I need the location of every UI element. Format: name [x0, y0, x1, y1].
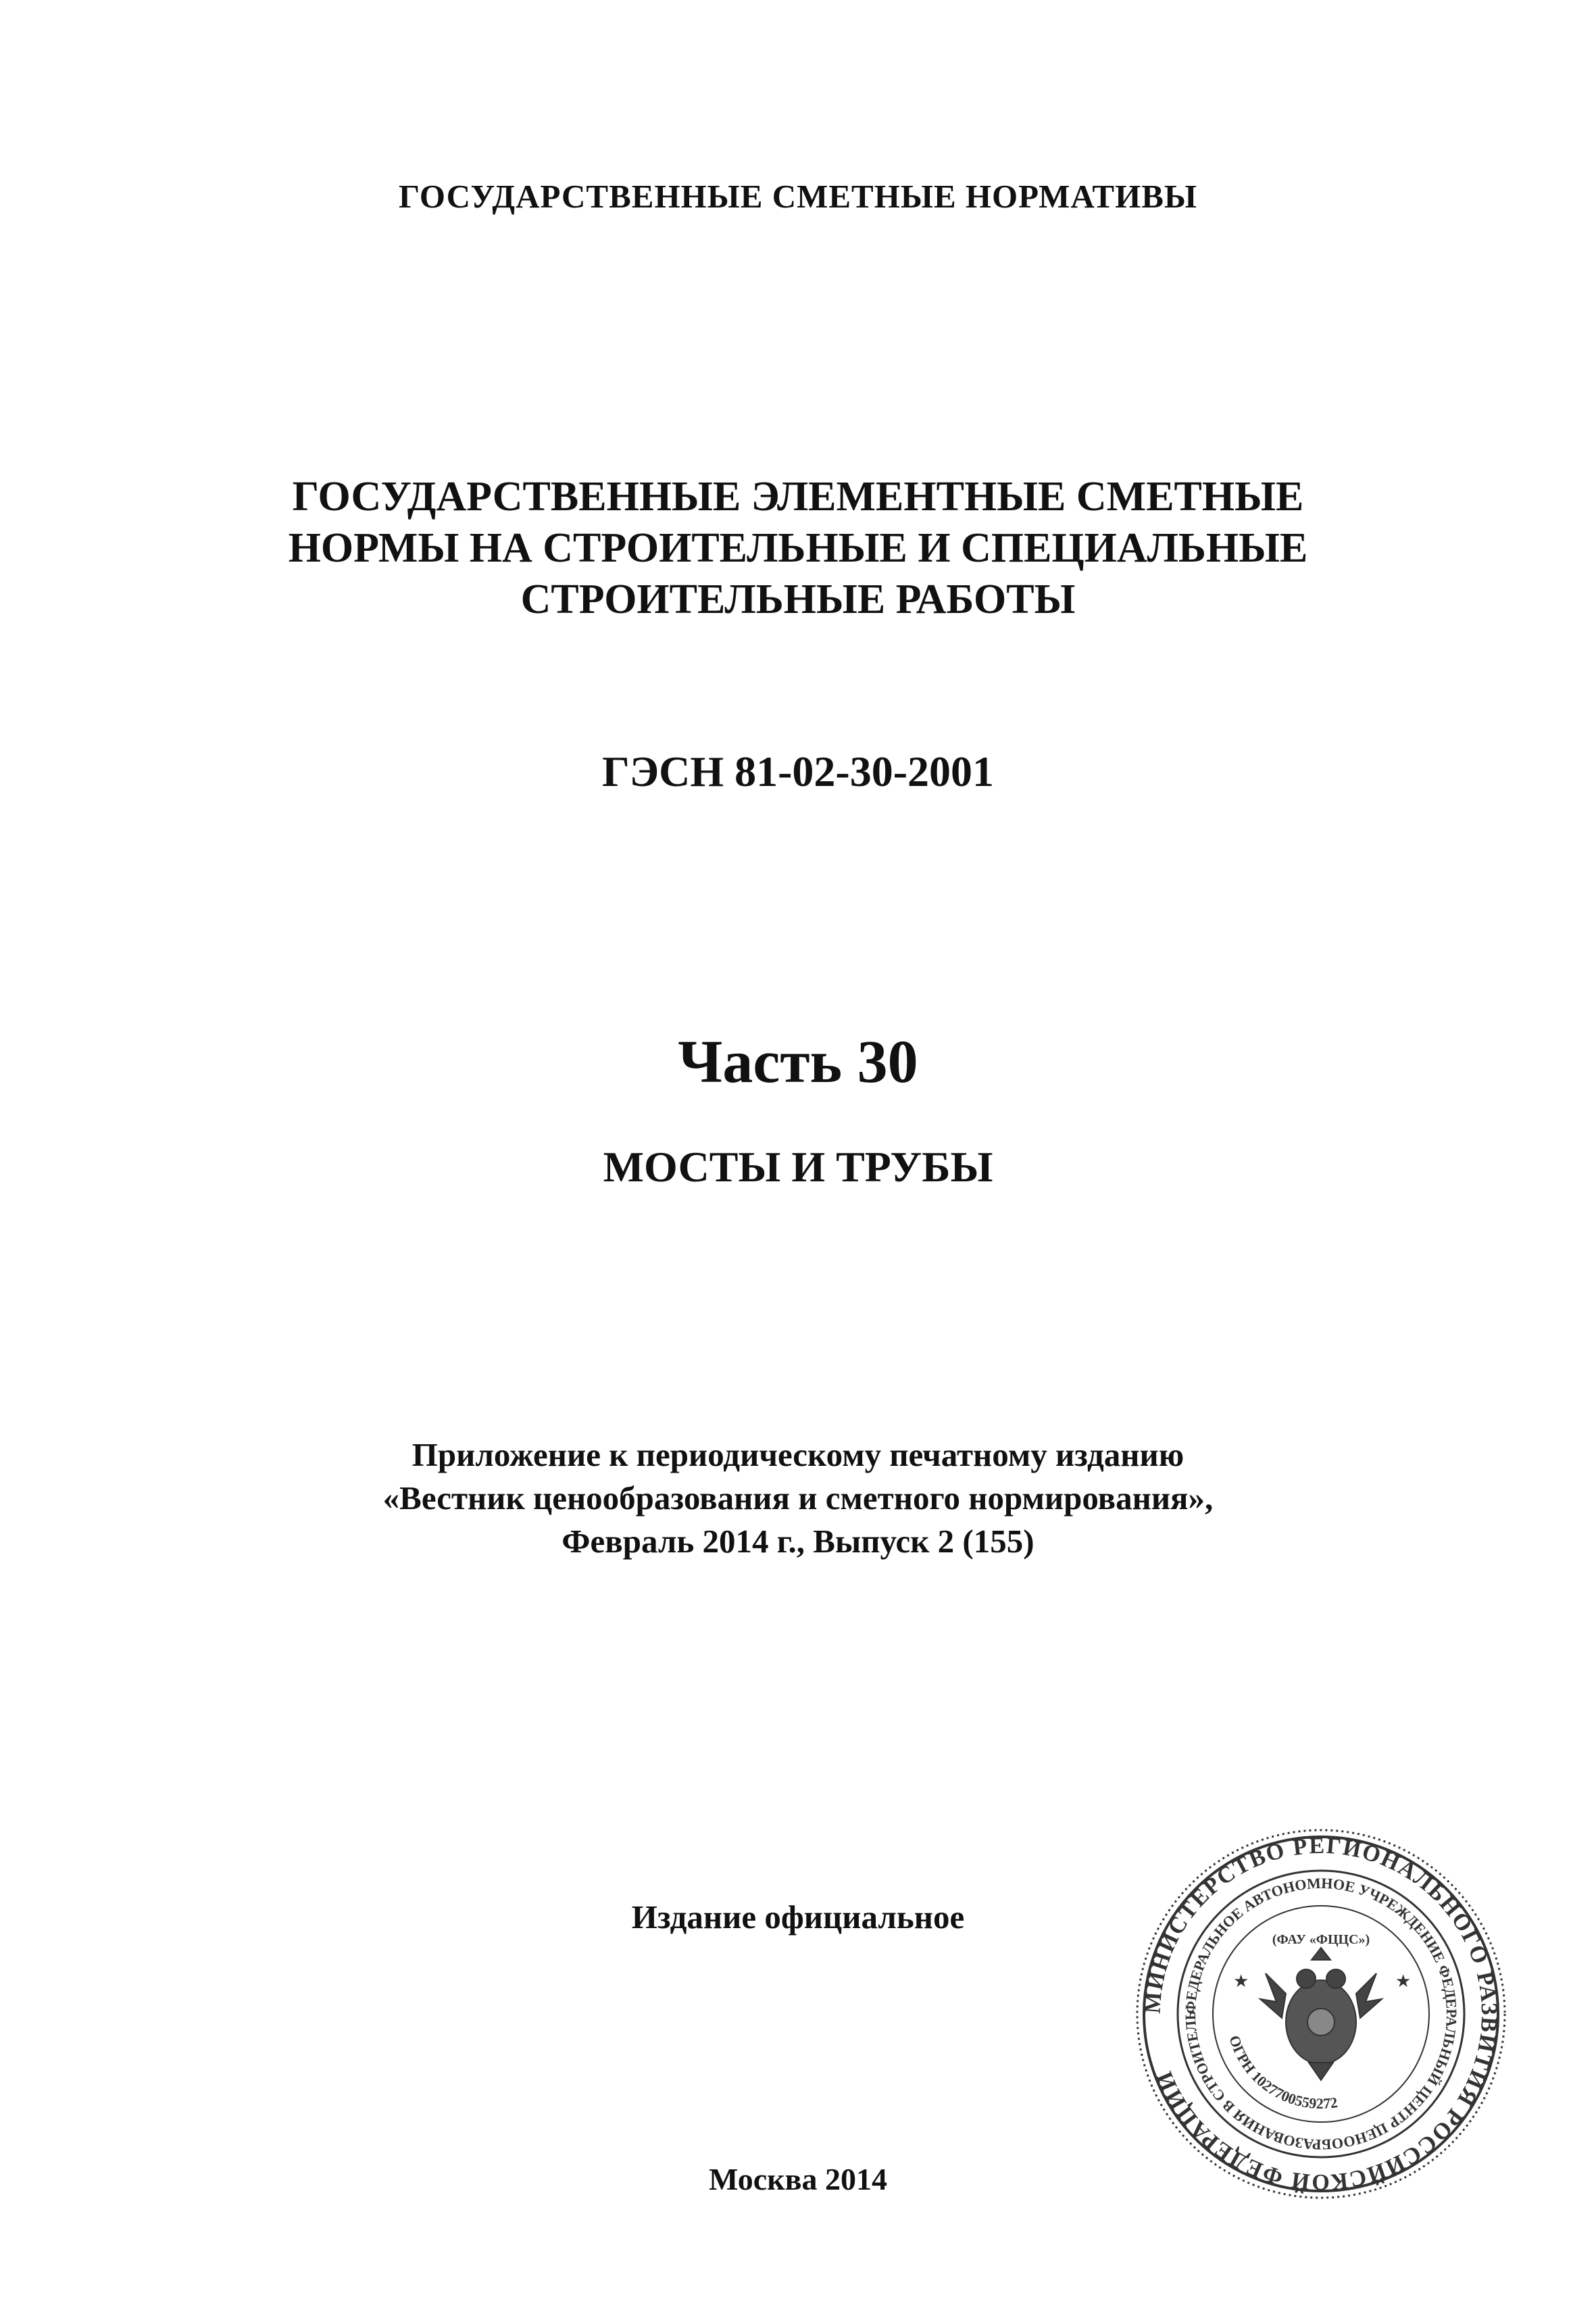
eagle-emblem-icon: [1260, 1948, 1382, 2080]
appendix-line-3: Февраль 2014 г., Выпуск 2 (155): [562, 1523, 1034, 1560]
svg-text:МИНИСТЕРСТВО РЕГИОНАЛЬНОГО РАЗ: МИНИСТЕРСТВО РЕГИОНАЛЬНОГО РАЗВИТИЯ РОССИЙСКОЙ ФЕДЕРАЦИИ: [1140, 1833, 1502, 2195]
series-header: ГОСУДАРСТВЕННЫЕ СМЕТНЫЕ НОРМАТИВЫ: [398, 178, 1198, 215]
svg-text:★: ★: [1395, 1971, 1412, 1992]
appendix-line-2: «Вестник ценообразования и сметного нормирования»,: [382, 1479, 1214, 1517]
edition-label: Издание официальное: [631, 1898, 965, 1936]
svg-text:★: ★: [1233, 1971, 1249, 1992]
appendix-line-1: Приложение к периодическому печатному изданию: [412, 1436, 1184, 1473]
svg-text:(ФАУ «ФЦЦС»): (ФАУ «ФЦЦС»): [1272, 1932, 1370, 1947]
title-line-1: ГОСУДАРСТВЕННЫЕ ЭЛЕМЕНТНЫЕ СМЕТНЫЕ: [292, 474, 1304, 520]
part-label: Часть 30: [678, 1029, 918, 1096]
official-seal-stamp: [1132, 1825, 1510, 2203]
title-line-3: СТРОИТЕЛЬНЫЕ РАБОТЫ: [520, 576, 1076, 622]
title-line-2: НОРМЫ НА СТРОИТЕЛЬНЫЕ И СПЕЦИАЛЬНЫЕ: [288, 525, 1308, 571]
part-subject: МОСТЫ И ТРУБЫ: [603, 1143, 993, 1191]
city-year: Москва 2014: [708, 2162, 888, 2196]
seal-center-text: [1272, 1932, 1370, 1947]
document-code: ГЭСН 81-02-30-2001: [601, 747, 995, 795]
svg-text:ОГРН 1027700559272: ОГРН 1027700559272: [1226, 2033, 1339, 2113]
svg-text:ФЕДЕРАЛЬНОЕ АВТОНОМНОЕ УЧРЕЖДЕ: ФЕДЕРАЛЬНОЕ АВТОНОМНОЕ УЧРЕЖДЕНИЕ ФЕДЕРАЛЬНЫЙ ЦЕНТР ЦЕНООБРАЗОВАНИЯ В СТРОИТЕЛЬ: [1181, 1874, 1461, 2154]
